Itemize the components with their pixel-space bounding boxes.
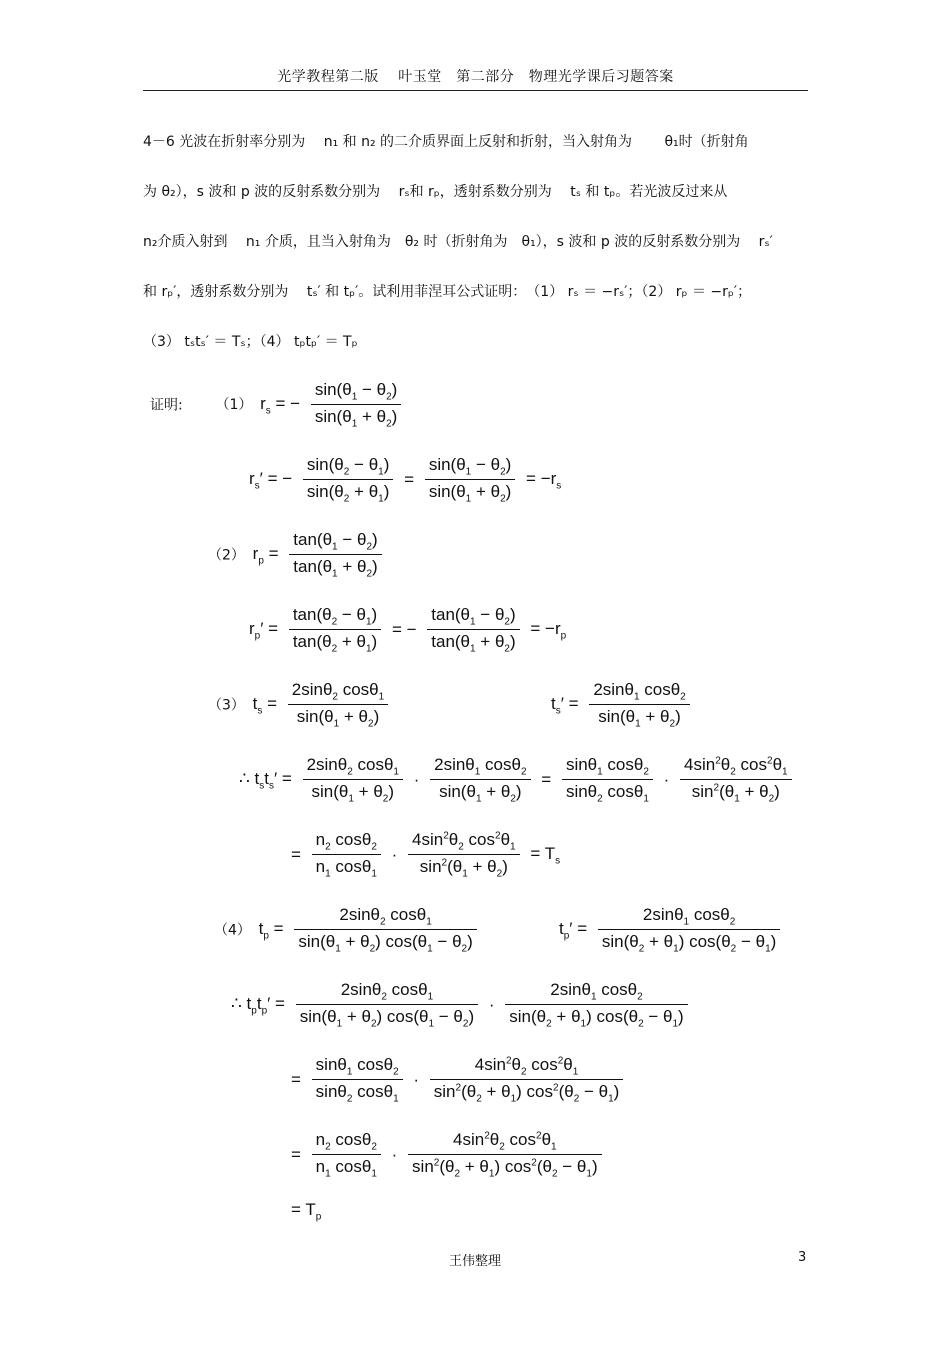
- proof-part4-tp-prime: $t_p'$ = $\frac{2\sin\theta_1 \cos\theta_2}{\sin(\theta_2 + \theta_1) \cos(\theta_2 - \theta_1)}$: [556, 905, 783, 955]
- proof-part2-rp: （2） $r_p$ = $\frac{\tan(\theta_1 - \theta_2)}{\tan(\theta_1 + \theta_2)}$: [208, 530, 385, 580]
- problem-line: 和 rₚ′，透射系数分别为 tₛ′ 和 tₚ′。试利用菲涅耳公式证明： （1） rₛ ＝ −rₛ′；（2） rₚ ＝ −rₚ′；: [143, 284, 752, 300]
- proof-part3-ts: （3） $t_s$ = $\frac{2\sin\theta_2 \cos\theta_1}{\sin(\theta_1 + \theta_2)}$: [208, 680, 391, 730]
- proof-part3-result: = $\frac{n_2 \cos\theta_2}{n_1 \cos\theta_1}$ · $\frac{4\sin^2\theta_2 \cos^2\theta_1}{\sin^2(\theta_1 + \theta_2)}$ = $T_s$: [291, 830, 561, 880]
- proof-part4-tp: （4） $t_p$ = $\frac{2\sin\theta_2 \cos\theta_1}{\sin(\theta_1 + \theta_2) \cos(\theta_1 - \theta_2)}$: [214, 905, 480, 955]
- part3-label: （3）: [208, 697, 245, 714]
- problem-statement: [143, 117, 808, 367]
- page-number: 3: [798, 1250, 807, 1265]
- footer-author: 王伟整理: [448, 1254, 501, 1269]
- proof-part1-rs-prime: $r_s'$ = − $\frac{\sin(\theta_2 - \theta_1)}{\sin(\theta_2 + \theta_1)}$ = $\frac{\sin(\theta_1 - \theta_2)}{\sin(\theta_1 + \theta_2)}$ = $-r_s$: [249, 455, 562, 505]
- proof-part4-step2: = $\frac{\sin\theta_1 \cos\theta_2}{\sin\theta_2 \cos\theta_1}$ · $\frac{4\sin^2\theta_2 \cos^2\theta_1}{\sin^2(\theta_2 + \theta_1) \cos^2(\theta_2 - \theta_1)}$: [288, 1055, 626, 1105]
- proof-intro: 证明:: [150, 397, 183, 414]
- problem-line: 为 θ₂），s 波和 p 波的反射系数分别为 rₛ和 rₚ，透射系数分别为 tₛ 和 tₚ。若光波反过来从: [143, 184, 728, 200]
- proof-part3-product: ∴ $t_st_s'$ = $\frac{2\sin\theta_2 \cos\theta_1}{\sin(\theta_1 + \theta_2)}$ · $\frac{2\sin\theta_1 \cos\theta_2}{\sin(\theta_1 + \theta_2)}$ = $\frac{\sin\theta_1 \cos\theta_2}{\sin\theta_2 \cos\theta_1}$ · $\frac{4\sin^2\theta_2 \cos^2\theta_1}{\sin^2(\theta_1 + \theta_2)}$: [236, 755, 795, 805]
- page-header: 光学教程第二版 叶玉堂 第二部分 物理光学课后习题答案: [277, 69, 674, 85]
- proof-part2-rp-prime: $r_p'$ = $\frac{\tan(\theta_2 - \theta_1)}{\tan(\theta_2 + \theta_1)}$ = − $\frac{\tan(\theta_1 - \theta_2)}{\tan(\theta_1 + \theta_2)}$ = $-r_p$: [249, 605, 567, 655]
- header-rule: [143, 90, 808, 91]
- problem-line: n₂介质入射到 n₁ 介质，且当入射角为 θ₂ 时（折射角为 θ₁），s 波和 p 波的反射系数分别为 rₛ′: [143, 234, 773, 250]
- proof-part4-result: = $T_p$: [291, 1200, 322, 1223]
- proof-part1-rs: 证明: （1） $r_s$ = − $\frac{\sin(\theta_1 - \theta_2)}{\sin(\theta_1 + \theta_2)}$: [150, 380, 404, 430]
- part4-label: （4）: [214, 922, 251, 939]
- problem-line: （3） tₛtₛ′ ＝ Tₛ；（4） tₚtₚ′ ＝ Tₚ: [143, 334, 358, 350]
- part2-label: （2）: [208, 547, 245, 564]
- proof-part4-step3: = $\frac{n_2 \cos\theta_2}{n_1 \cos\theta_1}$ · $\frac{4\sin^2\theta_2 \cos^2\theta_1}{\sin^2(\theta_2 + \theta_1) \cos^2(\theta_2 - \theta_1)}$: [288, 1130, 605, 1180]
- proof-part4-product: ∴ $t_pt_p'$ = $\frac{2\sin\theta_2 \cos\theta_1}{\sin(\theta_1 + \theta_2) \cos(\theta_1 - \theta_2)}$ · $\frac{2\sin\theta_1 \cos\theta_2}{\sin(\theta_2 + \theta_1) \cos(\theta_2 - \theta_1)}$: [228, 980, 691, 1030]
- proof-part3-ts-prime: $t_s'$ = $\frac{2\sin\theta_1 \cos\theta_2}{\sin(\theta_1 + \theta_2)}$: [548, 680, 693, 730]
- problem-line: 4－6 光波在折射率分别为 n₁ 和 n₂ 的二介质界面上反射和折射，当入射角为 θ₁时（折射角: [143, 134, 749, 150]
- part1-label: （1）: [215, 397, 253, 414]
